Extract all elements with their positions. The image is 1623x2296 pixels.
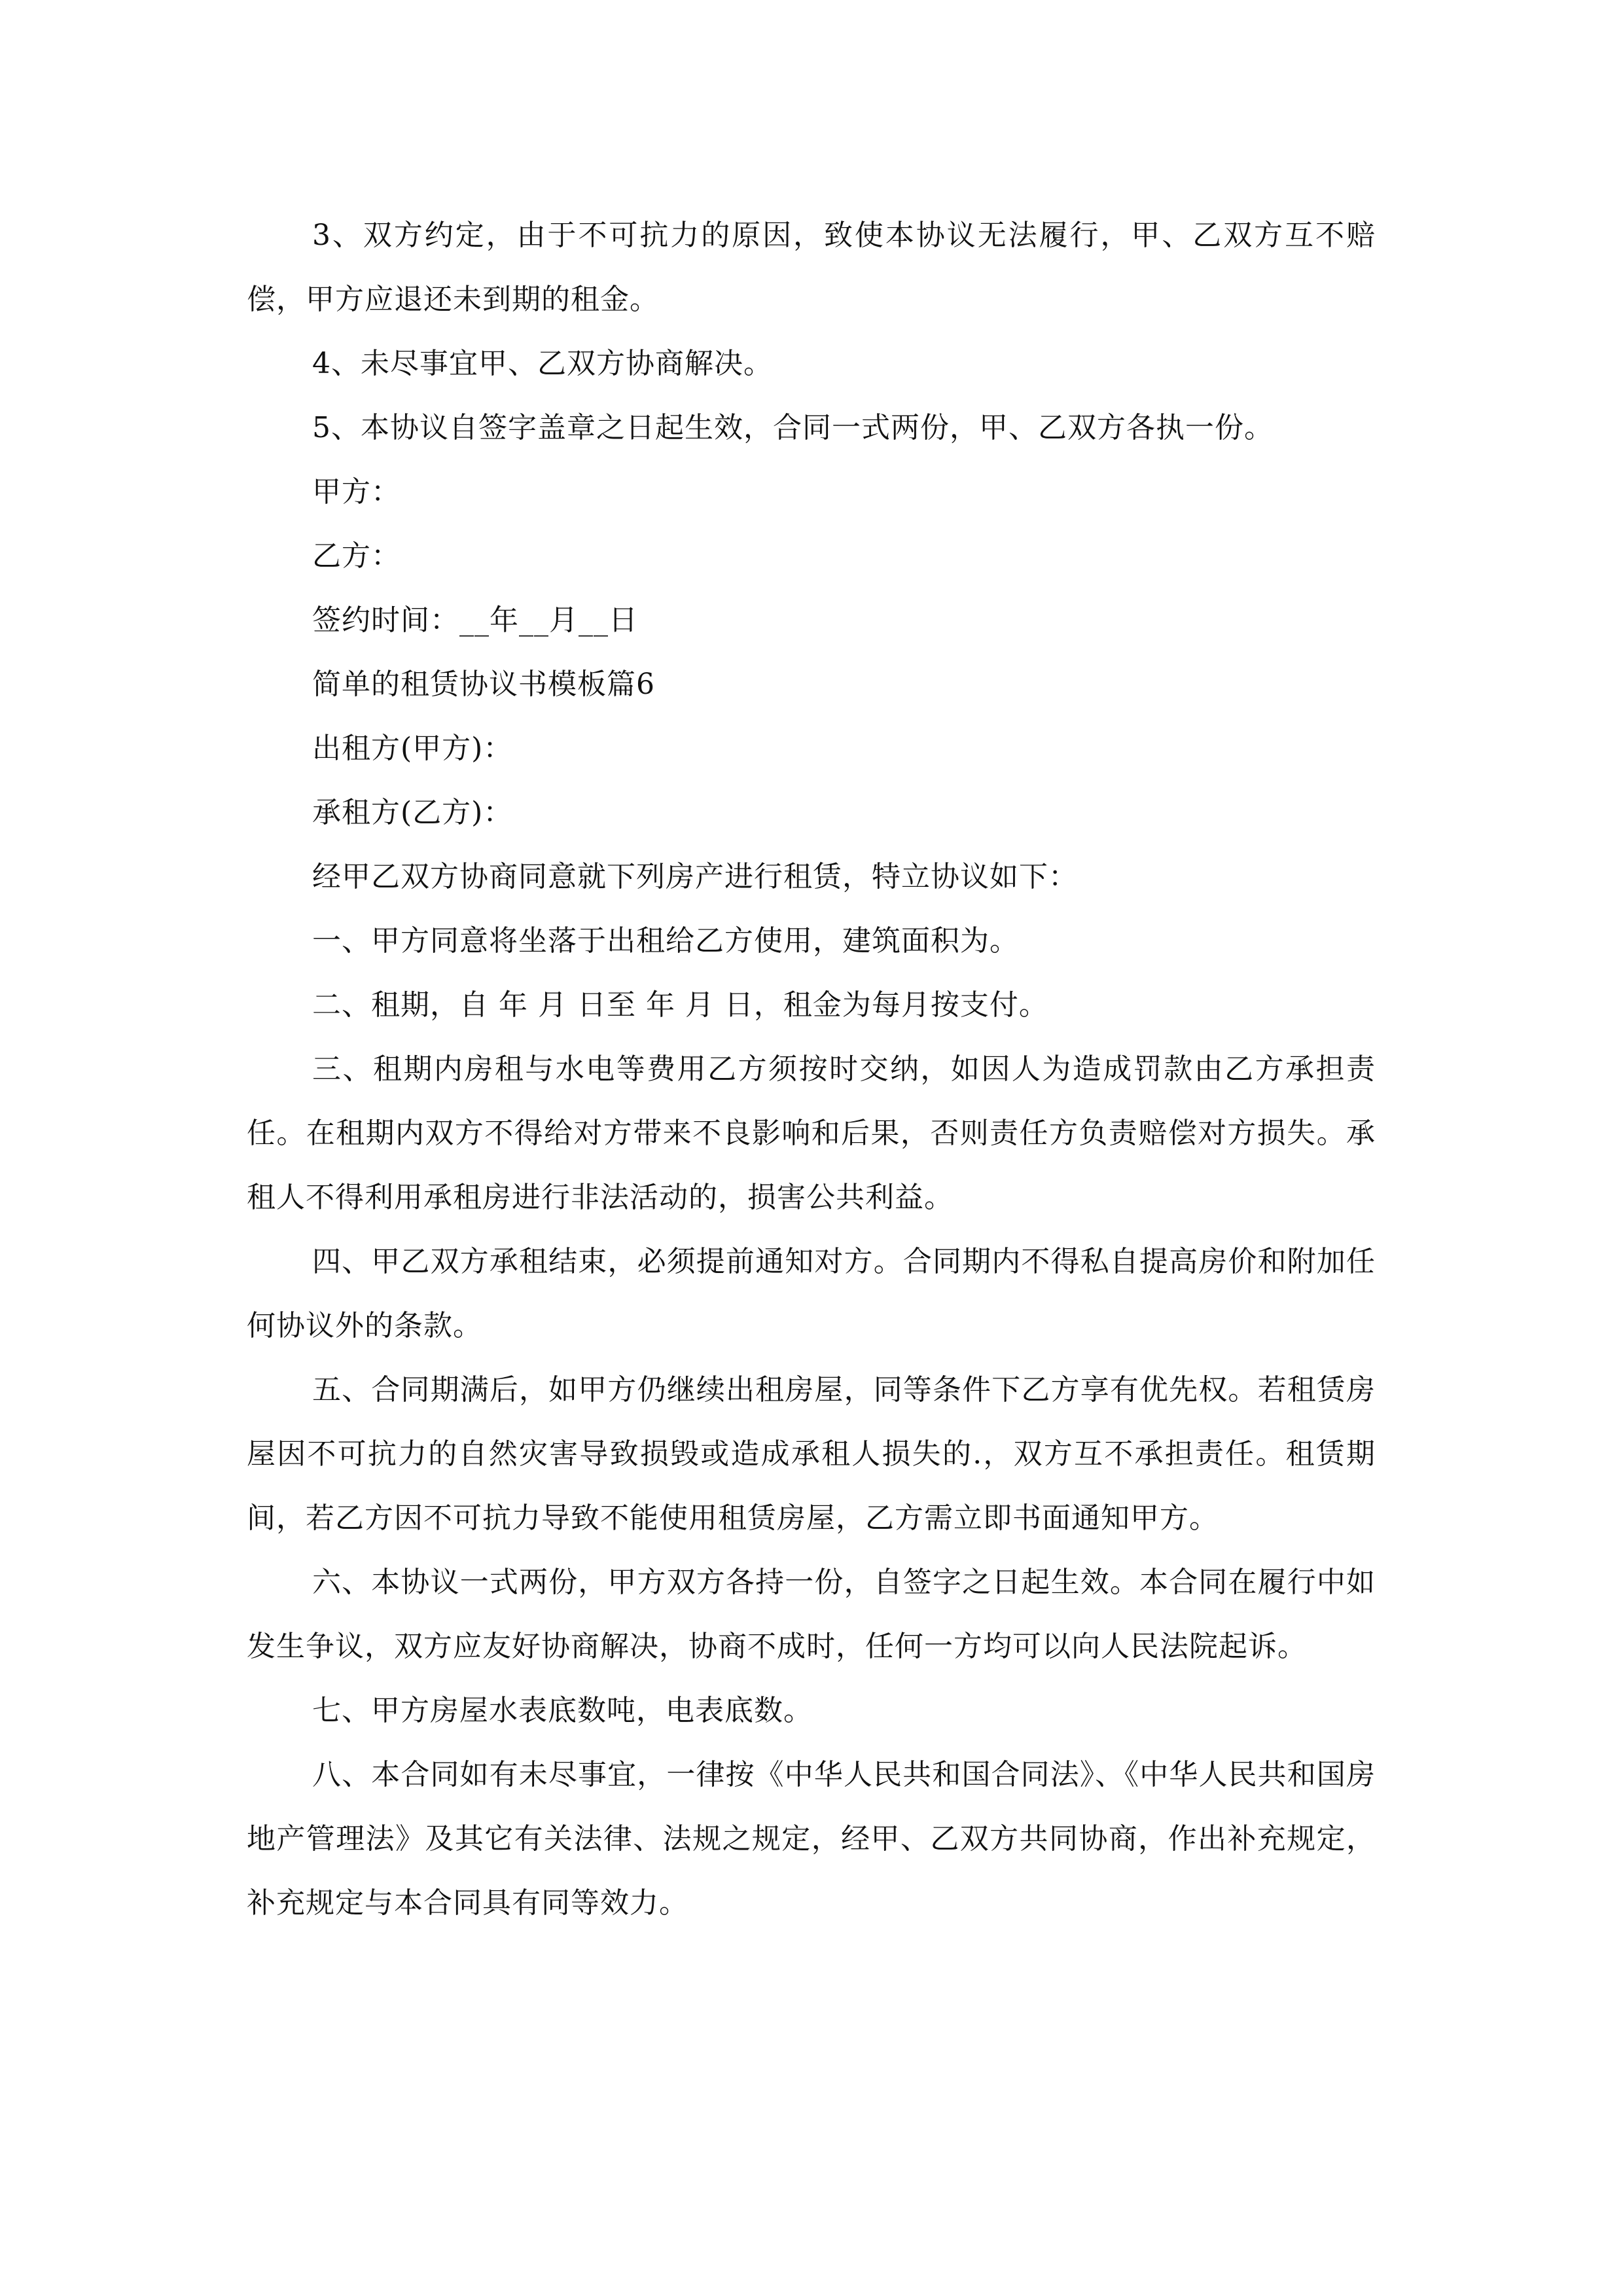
clause-5-effective-date: 5、本协议自签字盖章之日起生效，合同一式两份，甲、乙双方各执一份。 (312, 411, 1274, 444)
clause-4-unresolved-matters: 4、未尽事宜甲、乙双方协商解决。 (312, 347, 773, 380)
article-7-meter-readings: 七、甲方房屋水表底数吨，电表底数。 (312, 1694, 813, 1727)
article-8-supplementary-provisions: 八、本合同如有未尽事宜，一律按《中华人民共和国合同法》、《中华人民共和国房地产管理法》及其它有关法律、法规之规定，经甲、乙双方共同协商，作出补充规定，补充规定与本合同具有同等效力。 (247, 1758, 1376, 1920)
document-body (247, 204, 1376, 1935)
lessor-party-a-line: 出租方(甲方)： (312, 732, 513, 765)
party-a-signature-line: 甲方： (312, 475, 401, 509)
lessee-party-b-line: 承租方(乙方)： (312, 796, 513, 829)
article-2-term-rent: 二、租期，自 年 月 日至 年 月 日，租金为每月按支付。 (312, 988, 1048, 1022)
article-5-priority-renewal: 五、合同期满后，如甲方仍继续出租房屋，同等条件下乙方享有优先权。若租赁房屋因不可抗力的自然灾害导致损毁或造成承租人损失的.，双方互不承担责任。租赁期间，若乙方因不可抗力导致不能使用租赁房屋，乙方需立即书面通知甲方。 (247, 1373, 1376, 1535)
agreement-intro: 经甲乙双方协商同意就下列房产进行租赁，特立协议如下： (312, 860, 1078, 893)
clause-3-force-majeure: 3、双方约定，由于不可抗力的原因，致使本协议无法履行，甲、乙双方互不赔偿，甲方应退还未到期的租金。 (247, 219, 1376, 316)
article-4-termination-notice: 四、甲乙双方承租结束，必须提前通知对方。合同期内不得私自提高房价和附加任何协议外的条款。 (247, 1245, 1376, 1342)
article-6-copies-disputes: 六、本协议一式两份，甲方双方各持一份，自签字之日起生效。本合同在履行中如发生争议，双方应友好协商解决，协商不成时，任何一方均可以向人民法院起诉。 (247, 1566, 1376, 1663)
party-b-signature-line: 乙方： (312, 539, 401, 573)
template-section-title: 简单的租赁协议书模板篇6 (312, 668, 655, 701)
signing-date-line: 签约时间：__年__月__日 (312, 603, 638, 637)
article-3-responsibilities: 三、租期内房租与水电等费用乙方须按时交纳，如因人为造成罚款由乙方承担责任。在租期内双方不得给对方带来不良影响和后果，否则责任方负责赔偿对方损失。承租人不得利用承租房进行非法活动的，损害公共利益。 (247, 1052, 1376, 1214)
article-1-property: 一、甲方同意将坐落于出租给乙方使用，建筑面积为。 (312, 924, 1019, 958)
